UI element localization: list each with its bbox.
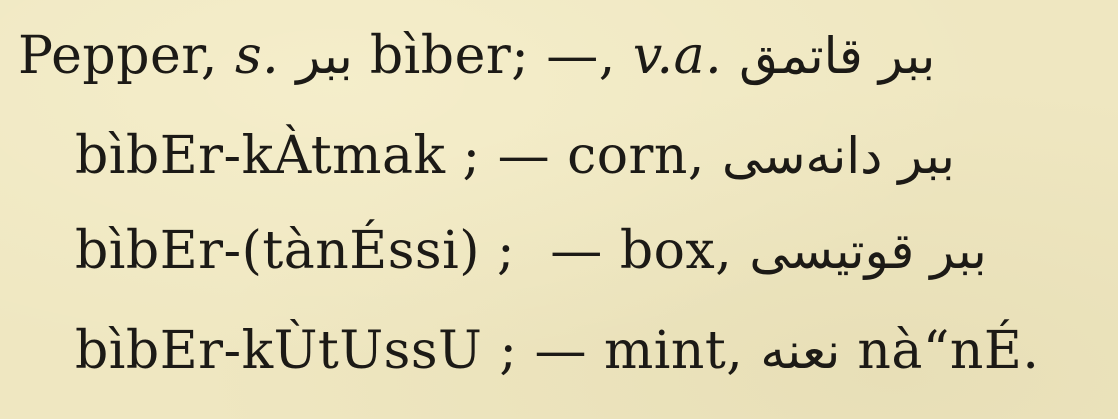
- separator-3: ;: [497, 221, 516, 281]
- entry-line-1: [18, 26, 936, 86]
- entry-line-4: [75, 321, 1040, 381]
- pos-verb: v.a.: [632, 26, 723, 86]
- translit-pepper-verb: bìbEr-kÀtmak: [75, 126, 446, 186]
- translit-pepper: bìber: [369, 26, 512, 86]
- separator-2: ;: [462, 126, 481, 186]
- phrase-corn: — corn,: [497, 126, 705, 186]
- arabic-pepper: ببر: [296, 27, 353, 85]
- headword: Pepper,: [18, 26, 218, 86]
- translit-corn: bìbEr-(tànÉssi): [75, 221, 481, 281]
- phrase-mint: — mint,: [534, 321, 744, 381]
- pos-noun: s.: [234, 26, 280, 86]
- translit-mint: nà“nÉ.: [857, 321, 1040, 381]
- arabic-box: ببر قوتیسی: [749, 222, 987, 280]
- entry-line-2: [75, 126, 955, 186]
- phrase-box: — box,: [550, 221, 733, 281]
- dash-1: —,: [546, 26, 616, 86]
- entry-line-3: [75, 221, 987, 281]
- arabic-corn: ببر دانه‌سی: [721, 127, 955, 185]
- translit-box: bìbEr-kÙtUssU: [75, 321, 483, 381]
- separator-1: ;: [511, 26, 530, 86]
- arabic-mint: نعنه: [760, 322, 841, 380]
- arabic-pepper-verb: ببر قاتمق: [739, 27, 936, 85]
- separator-4: ;: [499, 321, 518, 381]
